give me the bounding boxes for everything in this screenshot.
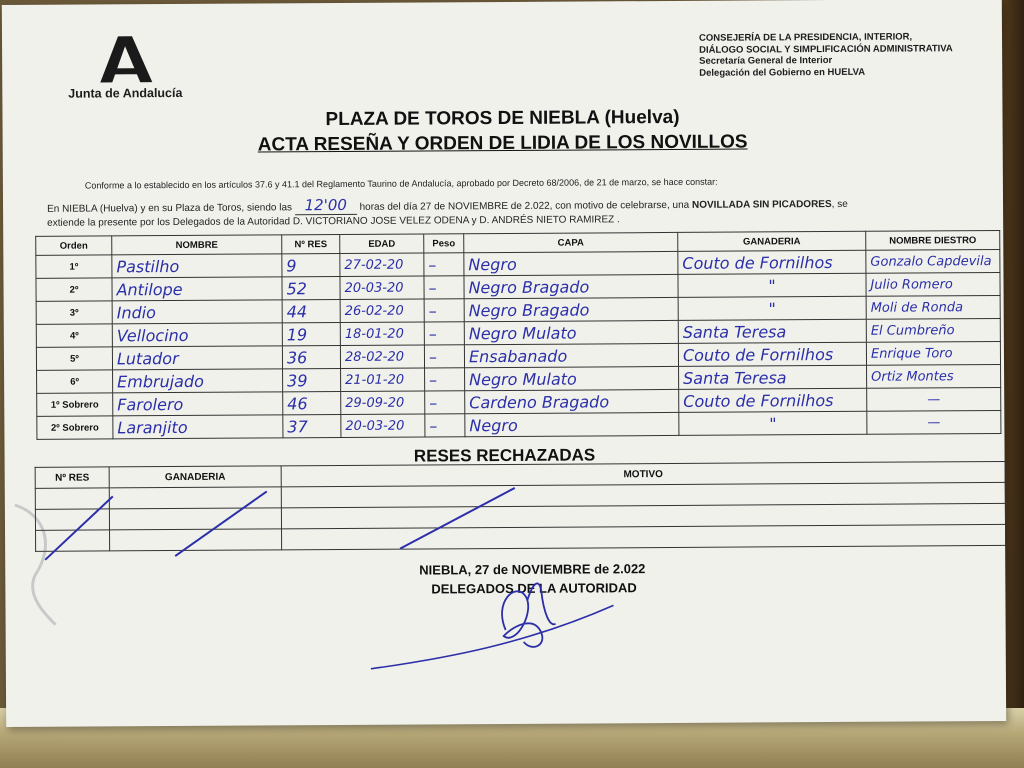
intro-text: , se xyxy=(831,198,848,210)
junta-logo xyxy=(60,34,190,105)
cell-peso: – xyxy=(424,345,464,368)
place-date: NIEBLA, 27 de NOVIEMBRE de 2.022 xyxy=(419,561,646,578)
junta-a-logo-icon xyxy=(96,34,154,84)
header-ganaderia: GANADERIA xyxy=(678,231,866,251)
title-acta: ACTA RESEÑA Y ORDEN DE LIDIA DE LOS NOVILLOS xyxy=(257,131,748,156)
cell-orden: 4º xyxy=(36,324,112,347)
cell-nres: 9 xyxy=(282,254,340,277)
stamp-mark xyxy=(5,485,66,635)
cell-nres: 52 xyxy=(282,277,340,300)
cell-capa: Negro Mulato xyxy=(464,320,678,344)
cell-orden: 3º xyxy=(36,301,112,324)
header-nombre: NOMBRE xyxy=(112,235,282,255)
cell-orden: 5º xyxy=(36,347,112,370)
cell-capa: Cardeno Bragado xyxy=(465,389,679,413)
cell-diestro: Ortiz Montes xyxy=(867,364,1001,388)
dept-line: Delegación del Gobierno en HUELVA xyxy=(699,66,866,79)
cell-edad: 27-02-20 xyxy=(340,253,424,277)
cell-capa: Negro Bragado xyxy=(464,297,678,321)
cell-peso: – xyxy=(424,276,464,299)
header-peso: Peso xyxy=(424,234,464,253)
cell-ganaderia: " xyxy=(678,296,866,320)
reses-rechazadas-title: RESES RECHAZADAS xyxy=(413,445,596,466)
cell-orden: 1º xyxy=(36,255,112,278)
cell-edad: 20-03-20 xyxy=(340,276,424,300)
cell-ganaderia: Couto de Fornilhos xyxy=(678,342,866,366)
cell-ganaderia: Santa Teresa xyxy=(678,319,866,343)
header-diestro: NOMBRE DIESTRO xyxy=(866,230,1000,250)
cell-diestro: Julio Romero xyxy=(866,272,1000,296)
cell-orden: 6º xyxy=(37,370,113,393)
table-row xyxy=(37,410,1001,439)
cell-diestro: — xyxy=(867,410,1001,434)
header-nres: Nº RES xyxy=(282,235,340,254)
cell-peso: – xyxy=(425,368,465,391)
cell-diestro: Gonzalo Capdevila xyxy=(866,249,1000,273)
cell-nombre: Lutador xyxy=(112,346,282,370)
cell-edad: 28-02-20 xyxy=(340,345,424,369)
cell-nombre: Embrujado xyxy=(113,369,283,393)
signature xyxy=(365,571,666,683)
cell-ganaderia: " xyxy=(679,411,867,435)
cell-nombre: Antilope xyxy=(112,277,282,301)
logo-text: Junta de Andalucía xyxy=(68,85,183,101)
cell-nombre: Vellocino xyxy=(112,323,282,347)
cell-capa: Negro Mulato xyxy=(465,366,679,390)
cell-edad: 26-02-20 xyxy=(340,299,424,323)
cell-diestro: El Cumbreño xyxy=(866,318,1000,342)
cell-nres: 46 xyxy=(283,391,341,414)
lidia-table xyxy=(35,230,1001,440)
cell-orden: 2º Sobrero xyxy=(37,416,113,439)
cell-nres: 36 xyxy=(282,345,340,368)
intro-paragraph: Conforme a lo establecido en los artículos 37.6 y 41.1 del Reglamento Taurino de Andalucía, aprobado por Decreto 68/2006, de 21 de marzo, se hace constar: xyxy=(84,176,718,191)
department-header xyxy=(699,31,953,79)
cell-capa: Negro Bragado xyxy=(464,274,678,298)
document-page xyxy=(2,0,1006,727)
header-orden: Orden xyxy=(36,236,112,255)
cell-nombre: Farolero xyxy=(113,392,283,416)
intro-line-3: extiende la presente por los Delegados de la Autoridad D. VICTORIANO JOSE VELEZ ODENA y D. ANDRÉS NIETO RAMIREZ . xyxy=(47,214,620,229)
cell-ganaderia: " xyxy=(678,273,866,297)
event-type: NOVILLADA SIN PICADORES xyxy=(691,198,832,211)
dept-line: Secretaría General de Interior xyxy=(699,54,833,67)
cell-diestro: — xyxy=(867,387,1001,411)
cell-capa: Negro xyxy=(465,412,679,436)
cell-ganaderia: Santa Teresa xyxy=(679,365,867,389)
dept-line: CONSEJERÍA DE LA PRESIDENCIA, INTERIOR, xyxy=(698,31,913,44)
cell-capa: Negro xyxy=(464,251,678,275)
cell-nres: 19 xyxy=(282,322,340,345)
cell-diestro: Moli de Ronda xyxy=(866,295,1000,319)
cell-edad: 18-01-20 xyxy=(340,322,424,346)
cell-edad: 21-01-20 xyxy=(341,368,425,392)
rechazadas-table xyxy=(35,461,1007,552)
cell-peso: – xyxy=(424,299,464,322)
cell-diestro: Enrique Toro xyxy=(866,341,1000,365)
cell-nombre: Indio xyxy=(112,300,282,324)
cell-nres: 37 xyxy=(283,414,341,437)
cell-capa: Ensabanado xyxy=(464,343,678,367)
cell-edad: 20-03-20 xyxy=(341,414,425,438)
cell-orden: 2º xyxy=(36,278,112,301)
title-plaza: PLAZA DE TOROS DE NIEBLA (Huelva) xyxy=(325,106,680,131)
cell-nombre: Laranjito xyxy=(113,415,283,439)
cell-orden: 1º Sobrero xyxy=(37,393,113,416)
hour-handwritten: 12'00 xyxy=(295,196,357,215)
dept-line: DIÁLOGO SOCIAL Y SIMPLIFICACIÓN ADMINISTRATIVA xyxy=(699,42,953,56)
cell-nres: 44 xyxy=(282,299,340,322)
intro-text: En NIEBLA (Huelva) y en su Plaza de Toros, siendo las xyxy=(47,202,293,215)
header-motivo: MOTIVO xyxy=(281,461,1005,486)
cell-peso: – xyxy=(424,253,464,276)
header-nres: Nº RES xyxy=(35,467,109,488)
header-capa: CAPA xyxy=(464,232,678,252)
header-ganaderia: GANADERIA xyxy=(109,466,281,488)
cell-peso: – xyxy=(424,322,464,345)
cell-ganaderia: Couto de Fornilhos xyxy=(679,388,867,412)
cell-nombre: Pastilho xyxy=(112,254,282,278)
intro-line-2 xyxy=(47,193,848,217)
intro-text: horas del día 27 de NOVIEMBRE de 2.022, con motivo de celebrarse, una xyxy=(359,199,693,213)
cell-ganaderia: Couto de Fornilhos xyxy=(678,250,866,274)
cell-nres: 39 xyxy=(283,368,341,391)
cell-peso: – xyxy=(425,391,465,414)
cell-edad: 29-09-20 xyxy=(341,391,425,415)
header-edad: EDAD xyxy=(340,234,424,254)
cell-peso: – xyxy=(425,414,465,437)
delegados-label: DELEGADOS DE LA AUTORIDAD xyxy=(431,580,637,597)
